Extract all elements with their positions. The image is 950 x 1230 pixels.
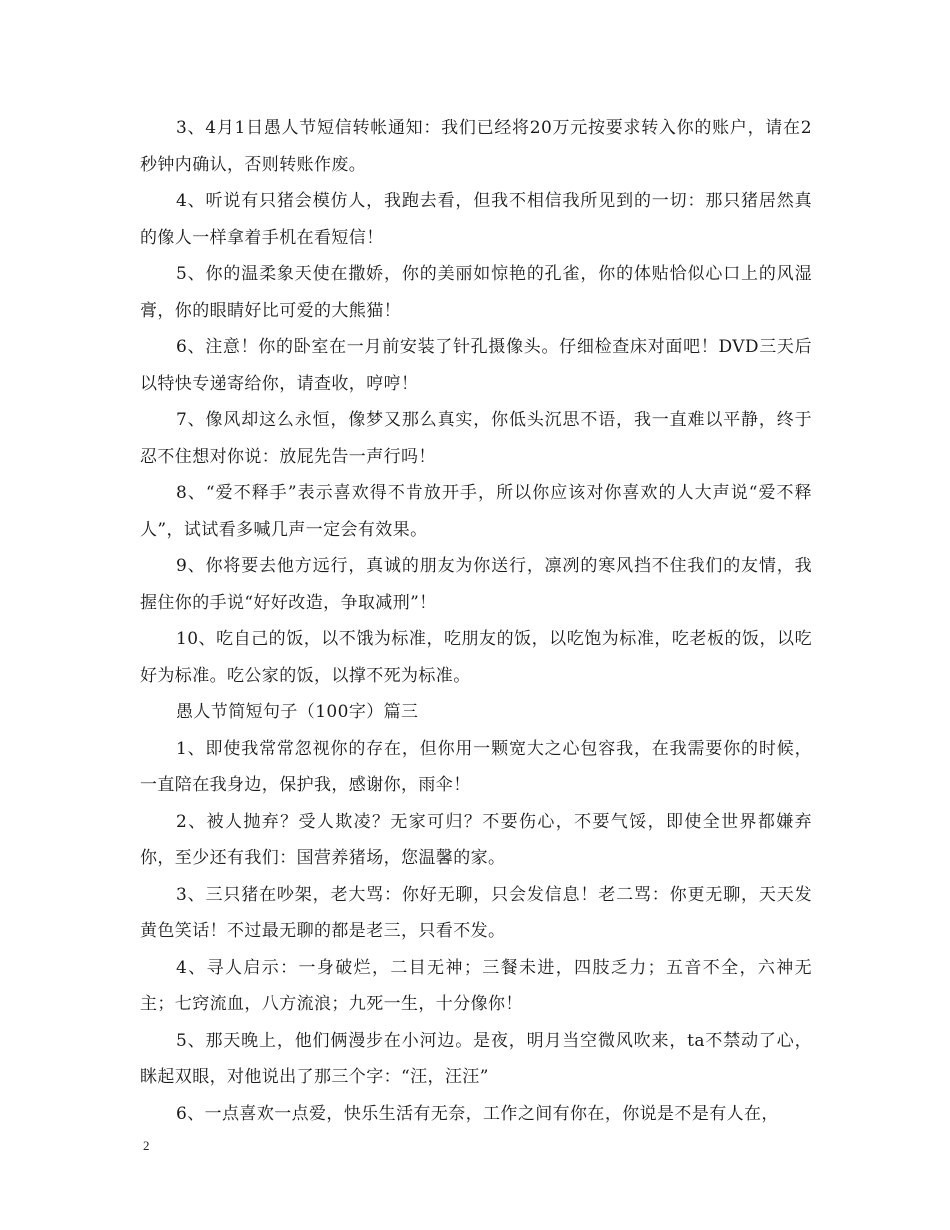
paragraph: 5、你的温柔象天使在撒娇，你的美丽如惊艳的孔雀，你的体贴恰似心口上的风湿膏，你的眼睛好比可爱的大熊猫！ bbox=[140, 264, 812, 321]
paragraph: 3、4月1日愚人节短信转帐通知：我们已经将20万元按要求转入你的账户，请在2秒钟内确认，否则转账作废。 bbox=[140, 118, 812, 175]
document-body bbox=[140, 110, 812, 1132]
section-heading: 愚人节简短句子（100字）篇三 bbox=[176, 702, 419, 722]
paragraph: 5、那天晚上，他们俩漫步在小河边。是夜，明月当空微风吹来，ta不禁动了心，眯起双眼，对他说出了那三个字：“汪，汪汪” bbox=[140, 1030, 812, 1087]
paragraph: 4、寻人启示：一身破烂，二目无神；三餐未进，四肢乏力；五音不全，六神无主；七窍流血，八方流浪；九死一生，十分像你！ bbox=[140, 957, 812, 1014]
paragraph: 9、你将要去他方远行，真诚的朋友为你送行，凛冽的寒风挡不住我们的友情，我握住你的手说“好好改造，争取减刑”！ bbox=[140, 556, 812, 613]
paragraph: 2、被人抛弃？受人欺凌？无家可归？不要伤心，不要气馁，即使全世界都嫌弃你，至少还有我们：国营养猪场，您温馨的家。 bbox=[140, 811, 812, 868]
paragraph: 6、注意！你的卧室在一月前安装了针孔摄像头。仔细检查床对面吧！DVD三天后以特快专递寄给你，请查收，哼哼！ bbox=[140, 337, 812, 394]
paragraph: 4、听说有只猪会模仿人，我跑去看，但我不相信我所见到的一切：那只猪居然真的像人一样拿着手机在看短信！ bbox=[140, 191, 812, 248]
paragraph: 1、即使我常常忽视你的存在，但你用一颗宽大之心包容我，在我需要你的时候，一直陪在我身边，保护我，感谢你，雨伞！ bbox=[140, 738, 812, 795]
page-number: 2 bbox=[143, 1138, 150, 1153]
paragraph: 8、“爱不释手”表示喜欢得不肯放开手，所以你应该对你喜欢的人大声说“爱不释人”，试试看多喊几声一定会有效果。 bbox=[140, 483, 812, 540]
paragraph: 10、吃自己的饭，以不饿为标准，吃朋友的饭，以吃饱为标准，吃老板的饭，以吃好为标准。吃公家的饭，以撑不死为标准。 bbox=[140, 629, 812, 686]
paragraph: 6、一点喜欢一点爱，快乐生活有无奈，工作之间有你在，你说是不是有人在， bbox=[176, 1103, 779, 1124]
paragraph: 7、像风却这么永恒，像梦又那么真实，你低头沉思不语，我一直难以平静，终于忍不住想对你说：放屁先告一声行吗！ bbox=[140, 410, 812, 467]
paragraph: 3、三只猪在吵架，老大骂：你好无聊，只会发信息！老二骂：你更无聊，天天发黄色笑话！不过最无聊的都是老三，只看不发。 bbox=[140, 884, 812, 941]
